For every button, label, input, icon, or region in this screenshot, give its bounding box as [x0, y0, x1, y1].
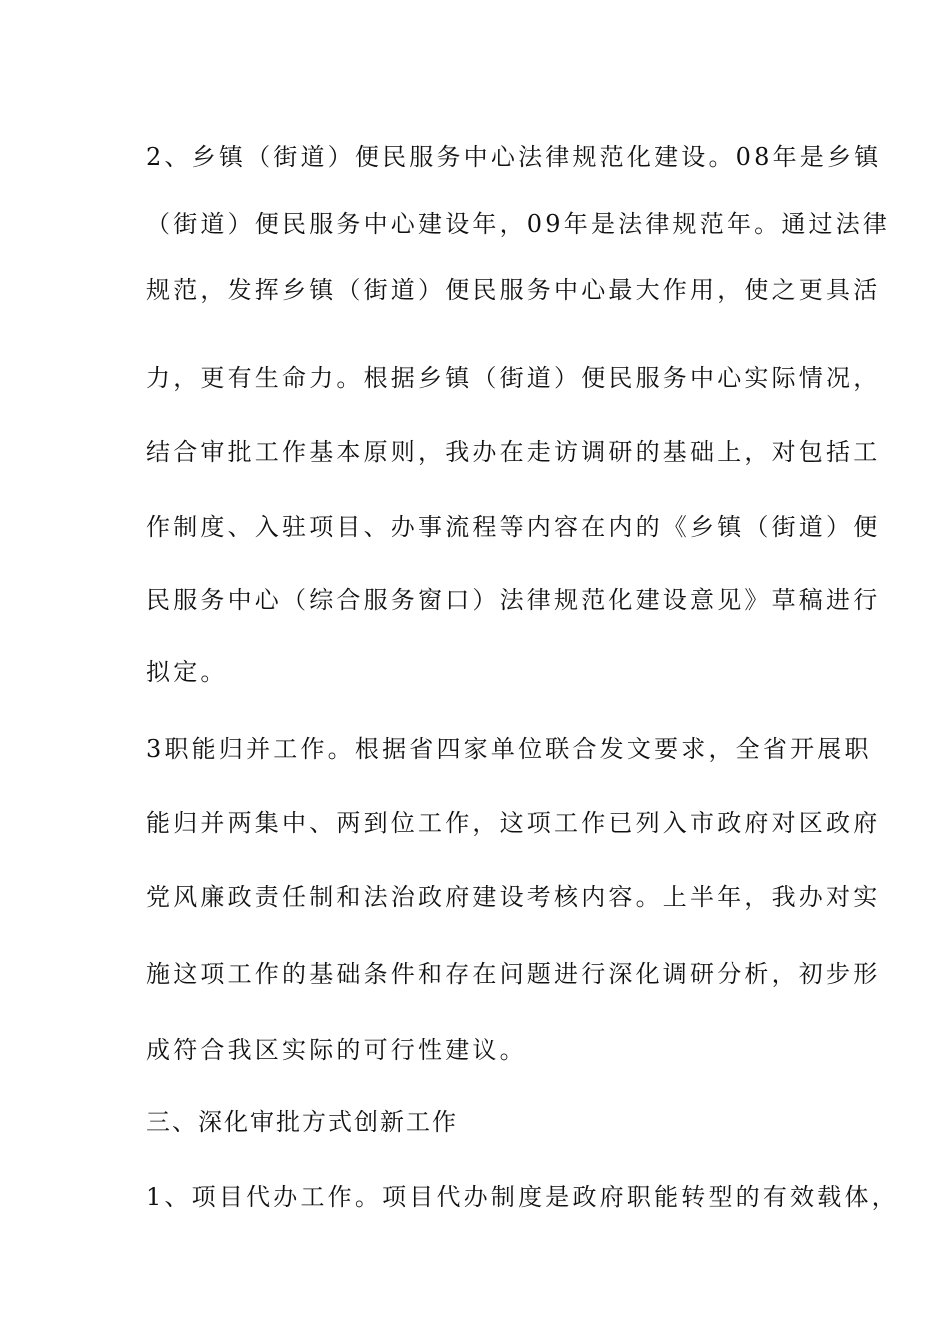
paragraph-line: 规范，发挥乡镇（街道）便民服务中心最大作用，使之更具活 [146, 276, 881, 304]
paragraph-line: 拟定。 [146, 658, 228, 686]
paragraph-line: 结合审批工作基本原则，我办在走访调研的基础上，对包括工 [146, 438, 881, 466]
paragraph-line: 2、乡镇（街道）便民服务中心法律规范化建设。08年是乡镇 [146, 143, 882, 171]
paragraph-line: 民服务中心（综合服务窗口）法律规范化建设意见》草稿进行 [146, 586, 881, 614]
paragraph-line: 党风廉政责任制和法治政府建设考核内容。上半年，我办对实 [146, 883, 881, 911]
paragraph-line: 成符合我区实际的可行性建议。 [146, 1036, 527, 1064]
paragraph-line: 3职能归并工作。根据省四家单位联合发文要求，全省开展职 [146, 735, 872, 763]
paragraph-line: 1、项目代办工作。项目代办制度是政府职能转型的有效载体， [146, 1183, 899, 1211]
paragraph-line: 力，更有生命力。根据乡镇（街道）便民服务中心实际情况， [146, 364, 881, 392]
paragraph-line: 能归并两集中、两到位工作，这项工作已列入市政府对区政府 [146, 809, 881, 837]
paragraph-line: 施这项工作的基础条件和存在问题进行深化调研分析，初步形 [146, 960, 881, 988]
paragraph-line: 作制度、入驻项目、办事流程等内容在内的《乡镇（街道）便 [146, 513, 881, 541]
paragraph-line: （街道）便民服务中心建设年，09年是法律规范年。通过法律 [146, 210, 891, 238]
section-heading: 三、深化审批方式创新工作 [146, 1108, 458, 1136]
